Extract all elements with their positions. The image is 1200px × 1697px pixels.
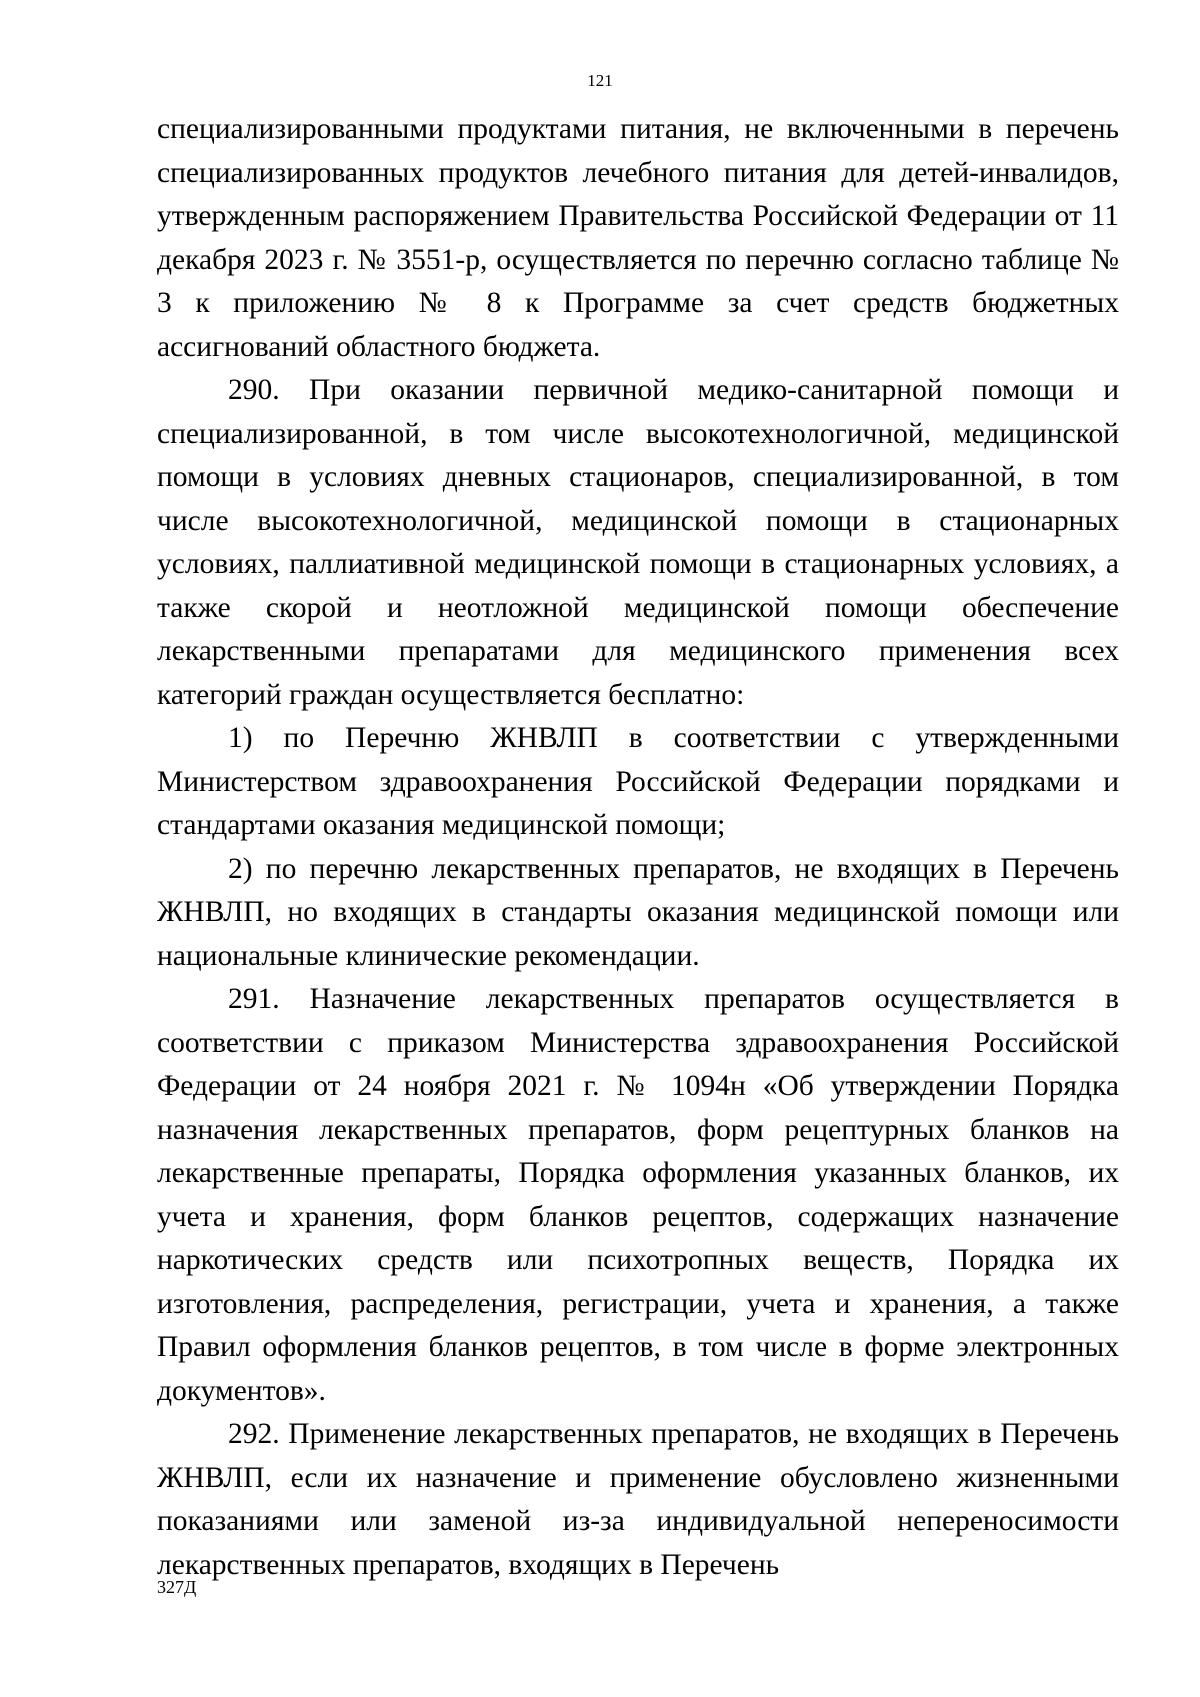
paragraph-292: 292. Применение лекарственных препаратов, не входящих в Перечень ЖНВЛП, если их назначение и применение обусловлено жизненными показаниями или заменой из-за индивидуальной непереносимости лекарственных препаратов, входящих в Перечень <box>157 1418 1119 1581</box>
paragraph-291: 291. Назначение лекарственных препаратов осуществляется в соответствии с приказом Министерства здравоохранения Российской Федерации от 24 ноября 2021 г. № 1094н «Об утверждении Порядка назначения лекарственных препаратов, форм рецептурных бланков на лекарственные препараты, Порядка оформления указанных бланков, их учета и хранения, форм бланков рецептов, содержащих назначение наркотических средств или психотропных веществ, Порядка их изготовления, распределения, регистрации, учета и хранения, а также Правил оформления бланков рецептов, в том числе в форме электронных документов». <box>157 983 1119 1407</box>
page-number: 121 <box>587 71 613 90</box>
paragraph-290: 290. При оказании первичной медико-санитарной помощи и специализированной, в том числе высокотехнологичной, медицинской помощи в условиях дневных стационаров, специализированной, в том числе высокотехнологичной, медицинской помощи в стационарных условиях, паллиативной медицинской помощи в стационарных условиях, а также скорой и неотложной медицинской помощи обеспечение лекарственными препаратами для медицинского применения всех категорий граждан осуществляется бесплатно: <box>157 374 1119 711</box>
list-item-2: 2) по перечню лекарственных препаратов, не входящих в Перечень ЖНВЛП, но входящих в стандарты оказания медицинской помощи или национальные клинические рекомендации. <box>157 852 1119 972</box>
paragraph-continuation: специализированными продуктами питания, не включенными в перечень специализированных продуктов лечебного питания для детей-инвалидов, утвержденным распоряжением Правительства Российской Федерации от 11 декабря 2023 г. № 3551-р, осуществляется по перечню согласно таблице № 3 к приложению № 8 к Программе за счет средств бюджетных ассигнований областного бюджета. <box>157 113 1119 363</box>
list-item-1: 1) по Перечню ЖНВЛП в соответствии с утвержденными Министерством здравоохранения Российской Федерации порядками и стандартами оказания медицинской помощи; <box>157 722 1119 841</box>
footer-document-code: 327Д <box>157 1577 197 1597</box>
document-body <box>157 108 1119 1587</box>
